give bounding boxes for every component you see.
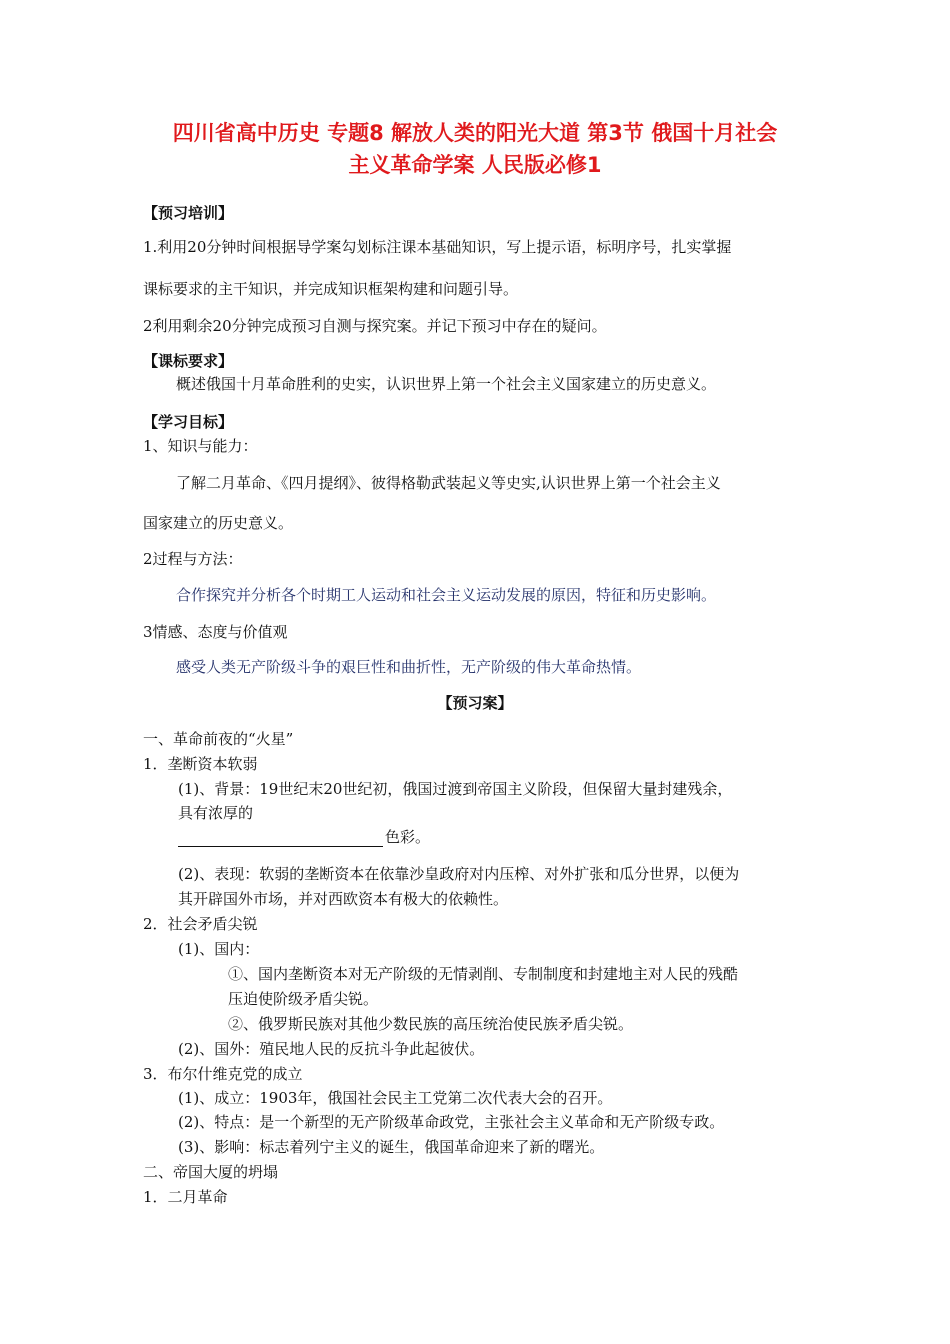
objectives-sub2-text: 合作探究并分析各个时期工人运动和社会主义运动发展的原因，特征和历史影响。 [176,586,717,604]
curriculum-heading: 【课标要求】 [143,352,234,370]
s2-p1-a-line2: 压迫使阶级矛盾尖锐。 [228,990,379,1008]
s1-p1-line2: 具有浓厚的 [178,804,254,822]
preview-training-item1-line2: 课标要求的主干知识，并完成知识框架构建和问题引导。 [143,280,519,298]
part1-title: 一、革命前夜的“火星” [143,730,294,748]
objectives-sub1-text-line1: 了解二月革命、《四月提纲》、彼得格勒武装起义等史实,认识世界上第一个社会主义 [176,474,721,492]
curriculum-text: 概述俄国十月革命胜利的史实，认识世界上第一个社会主义国家建立的历史意义。 [176,375,717,393]
s1-p2-line1: (2)、表现：软弱的垄断资本在依靠沙皇政府对内压榨、对外扩张和瓜分世界，以便为 [178,865,740,883]
objectives-sub3: 3情感、态度与价值观 [143,623,288,641]
document-title-line1: 四川省高中历史 专题8 解放人类的阳光大道 第3节 俄国十月社会 [172,121,778,145]
preview-training-item1-line1: 1.利用20分钟时间根据导学案勾划标注课本基础知识，写上提示语，标明序号，扎实掌握 [143,238,732,256]
s2-title: 2．社会矛盾尖锐 [143,915,258,933]
objectives-heading: 【学习目标】 [143,413,234,431]
s3-p1: (1)、成立：1903年，俄国社会民主工党第二次代表大会的召开。 [178,1089,613,1107]
s1-p2-line2: 其开辟国外市场，并对西欧资本有极大的依赖性。 [178,890,509,908]
s3-p3: (3)、影响：标志着列宁主义的诞生，俄国革命迎来了新的曙光。 [178,1138,605,1156]
p2-s1-title: 1．二月革命 [143,1188,228,1206]
s2-p1: (1)、国内： [178,940,260,958]
preview-training-heading: 【预习培训】 [143,204,234,222]
objectives-sub3-text: 感受人类无产阶级斗争的艰巨性和曲折性，无产阶级的伟大革命热情。 [176,658,642,676]
s3-p2: (2)、特点：是一个新型的无产阶级革命政党，主张社会主义革命和无产阶级专政。 [178,1113,725,1131]
s1-p1-line1: (1)、背景：19世纪末20世纪初，俄国过渡到帝国主义阶段，但保留大量封建残余， [178,780,733,798]
s2-p1-a-line1: ①、国内垄断资本对无产阶级的无情剥削、专制制度和封建地主对人民的残酷 [228,965,739,983]
fill-in-blank[interactable] [178,832,383,847]
objectives-sub1: 1、知识与能力： [143,437,258,455]
s2-p1-b: ②、俄罗斯民族对其他少数民族的高压统治使民族矛盾尖锐。 [228,1015,634,1033]
s1-title: 1．垄断资本软弱 [143,755,258,773]
document-title-line2: 主义革命学案 人民版必修1 [348,153,602,177]
s1-p1-suffix: 色彩。 [385,828,431,846]
s1-p1-line3 [178,827,430,847]
preview-training-item2: 2利用剩余20分钟完成预习自测与探究案。并记下预习中存在的疑问。 [143,317,607,335]
s3-title: 3．布尔什维克党的成立 [143,1065,303,1083]
part2-title: 二、帝国大厦的坍塌 [143,1163,279,1181]
objectives-sub2: 2过程与方法： [143,550,243,568]
objectives-sub1-text-line2: 国家建立的历史意义。 [143,514,294,532]
preview-case-heading: 【预习案】 [437,694,513,712]
s2-p2: (2)、国外：殖民地人民的反抗斗争此起彼伏。 [178,1040,485,1058]
